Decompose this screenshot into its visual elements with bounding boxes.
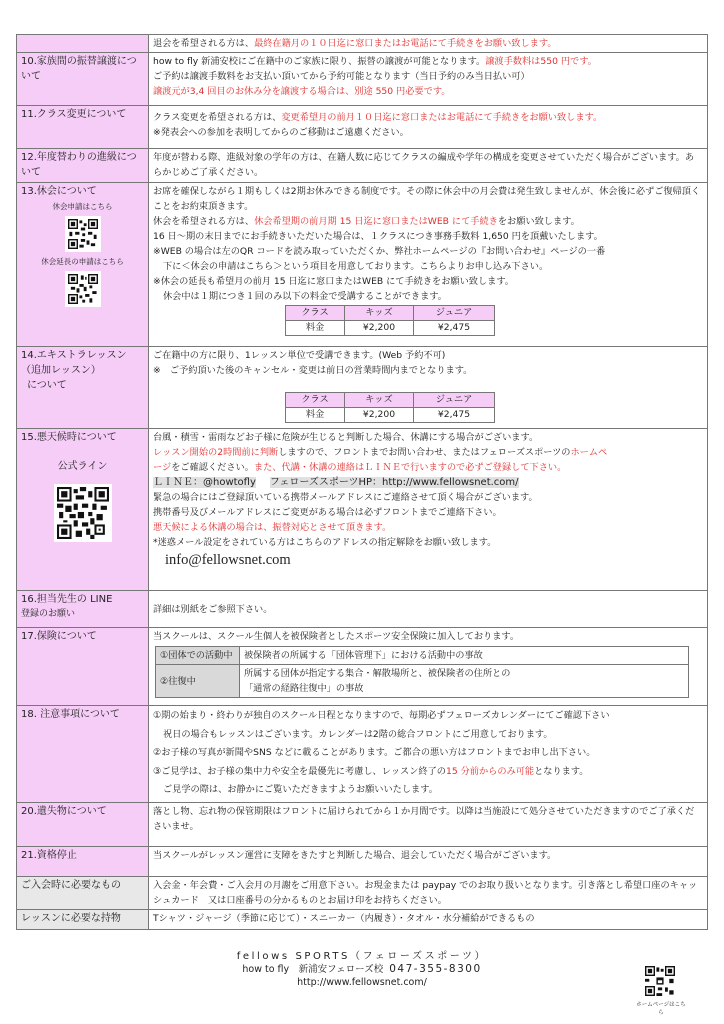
row-content: 当スクールがレッスン運営に支障をきたすと判断した場合、退会していただく場合がございます。 [149,847,708,877]
text: how to fly 新浦安校にご在籍中のご家族に限り、振替の譲渡が可能となります。 [153,56,486,67]
row-label [17,35,149,53]
label-text: 14.エキストラレッスン [21,350,127,361]
row-label: ご入会時に必要なもの [17,877,149,910]
row-content [149,53,708,106]
row-content: 入会金・年会費・ご入会月の月謝をご用意下さい。お現金または paypay でのお取り扱いとなります。引き落とし希望口座のキャッシュカード 又は口座番号の分かるものとお届け印をお持ちください。 [149,877,708,910]
row-suspension [17,847,708,877]
row-label: 17.保険について [17,628,149,706]
red-text: 悪天候による休講の場合は、振替対応とさせて頂きます。 [153,522,392,533]
text: 所属する団体が指定する集合・解散場所と、被保険者の住所との [244,668,511,679]
row-content [149,35,708,53]
text: しますので、フロントまでお問い合わせ、またはフェローズスポーツの [278,447,571,458]
label-text: について [27,380,67,391]
red-text: 最終在籍月の１０日迄に窓口またはお電話にて手続きをお願い致します。 [254,38,557,49]
line-id[interactable]: ＬＩＮＥ：@howtofly [153,477,256,488]
row-content [149,706,708,803]
row-label: 11.クラス変更について [17,106,149,149]
text: 緊急の場合にはご登録頂いている携帯メールアドレスにご連絡させて頂く場合がございます。 [153,492,538,503]
footer-brand: fellows SPORTS（フェローズスポーツ） [236,951,488,962]
row-lesson-items [17,910,708,930]
text: ご在籍中の方に限り、1レッスン単位で受講できます。(Web 予約不可) [153,350,446,361]
fee-header: キッズ [345,306,414,321]
row-entry-requirements [17,877,708,910]
text: ②お子様の写真が新聞やSNS などに載ることがあります。ご都合の悪い方はフロントまでお申し出下さい。 [153,747,596,758]
red-text: 譲渡手数料は550 円です。 [485,56,597,67]
qr-label: 休会申請はこちら [52,202,113,211]
footer [0,950,724,989]
row-content: Tシャツ・ジャージ（季節に応じて）・スニーカー（内履き）・タオル・水分補給ができるもの [149,910,708,930]
label-text: 登録のお願い [21,609,76,619]
red-text: 休会希望期の前月期 15 日迄に窓口またはWEB にて手続き [254,216,498,227]
fee-header: キッズ [345,393,414,408]
row-class-change [17,106,708,149]
homepage-link[interactable]: ホームペ [570,447,608,458]
homepage-url[interactable]: フェローズスポーツHP：http://www.fellowsnet.com/ [269,477,519,488]
text: ご見学の際は、お静かにご覧いただきますようお願いいたします。 [163,784,438,795]
text: となります。 [534,765,589,777]
fee-header: クラス [286,306,345,321]
text: ※休会の延長も希望月の前月 15 日迄に窓口またはWEB にて手続きをお願い致します。 [153,276,514,287]
footer-school: how to fly 新浦安フェローズ校 [242,964,384,975]
label-text: （追加レッスン） [21,365,101,376]
insurance-key: ②往復中 [156,665,240,698]
row-label: 20.遺失物について [17,803,149,847]
red-text: 15 分前からのみ可能 [445,765,535,777]
text: 祝日の場合もレッスンはございます。カレンダーは2階の総合フロントにご用意しております。 [163,728,553,740]
homepage-link[interactable]: ージ [153,462,172,473]
row-year-change [17,149,708,183]
red-text: また、代講・休講の連絡はＬＩＮＥで行いますので必ずご登録して下さい。 [253,462,567,473]
row-content: 落とし物、忘れ物の保管期限はフロントに届けられてから１か月間です。以降は当施設にて処分させていただきますのでご了承くださいませ。 [149,803,708,847]
red-text: レッスン開始の2時間前に判断 [153,447,279,458]
row-label: レッスンに必要な持物 [17,910,149,930]
row-label [17,429,149,591]
row-withdrawal [17,35,708,53]
insurance-key: ①団体での活動中 [156,647,240,665]
text: クラス変更を希望される方は、 [153,112,282,123]
text: 携帯番号及びメールアドレスにご変更がある場合は必ずフロントまでご連絡下さい。 [153,507,502,518]
fee-table [285,305,495,336]
row-content [149,106,708,149]
fee-cell: 料金 [286,408,345,423]
row-bad-weather [17,429,708,591]
homepage-qr-label: ホームページはこちら [636,1002,686,1016]
text: *迷惑メール設定をされている方はこちらのアドレスの指定解除をお願い致します。 [153,537,497,548]
label-text: 15.悪天候時について [21,432,117,443]
text: 退会を希望される方は、 [153,38,255,49]
row-label: 12.年度替わりの進級について [17,149,149,183]
text: 休会中は１期につき１回のみ以下の料金で受講することができます。 [163,291,447,302]
fee-header: ジュニア [414,306,495,321]
text: 台風・積雪・雷雨などお子様に危険が生じると判断した場合、休講にする場合がございます。 [153,432,539,443]
fee-cell: ¥2,200 [345,321,414,336]
row-content [149,347,708,429]
row-label: 18. 注意事項について [17,706,149,803]
fee-cell: 料金 [286,321,345,336]
text: 「通常の経路往復中」の事故 [244,683,364,694]
text: ※WEB の場合は左のQR コードを読み取っていただくか、弊社ホームページの『お問い合わせ』ページの一番 [153,246,606,257]
label-text: 16.担当先生の LINE [21,594,113,605]
email-link[interactable]: info@fellowsnet.com [165,552,291,568]
row-content [149,628,708,706]
fee-table [285,392,495,423]
fee-header: クラス [286,393,345,408]
red-text: 譲渡元が3,4 回目のお休み分を譲渡する場合は、別途 550 円必要です。 [153,86,451,97]
row-content: 詳細は別紙をご参照下さい。 [149,591,708,628]
row-label [17,591,149,628]
row-insurance [17,628,708,706]
line-label: 公式ライン [57,461,108,472]
row-content [149,183,708,347]
row-extra-lesson [17,347,708,429]
text: 16 日～期の末日までにお手続きいただいた場合は、１クラスにつき事務手数料 1,650 円を頂戴いたします。 [153,231,603,242]
qr-code-icon[interactable] [65,271,101,307]
fee-cell: ¥2,475 [414,408,495,423]
row-lost-items [17,803,708,847]
text: 休会を希望される方は、 [153,216,255,227]
fee-cell: ¥2,475 [414,321,495,336]
row-label [17,347,149,429]
text: ※発表会への参加を表明してからのご移動はご遠慮ください。 [153,127,409,138]
text: ご予約は譲渡手数料をお支払い頂いてから予約可能となります（当日予約のみ当日払い可） [153,71,530,82]
fee-header: ジュニア [414,393,495,408]
fee-cell: ¥2,200 [345,408,414,423]
insurance-value: 被保険者の所属する「団体管理下」における活動中の事故 [240,647,689,665]
row-label [17,183,149,347]
text: お席を確保しながら１期もしくは2期お休みできる制度です。その際に休会中の月会費は発生致しませんが、休会後に必ずご復帰頂くことをお約束頂きます。 [153,186,701,212]
insurance-value [240,665,689,698]
text: 下に＜休会の申請はこちら＞という項目を用意しております。こちらよりお申し込み下さい。 [163,261,549,272]
qr-label: 休会延長の申請はこちら [41,257,124,266]
red-text: 変更希望月の前月１０日迄に窓口またはお電話にて手続きをお願い致します。 [281,112,603,123]
text: ③ご見学は、お子様の集中力や安全を最優先に考慮し、レッスン終了の [153,765,446,777]
text: ①期の始まり・終わりが独自のスクール日程となりますので、毎期必ずフェローズカレンダーにてご確認下さい [153,710,610,721]
row-teacher-line [17,591,708,628]
insurance-table [155,646,689,698]
row-leave [17,183,708,347]
line-qr-code-icon[interactable] [54,484,112,542]
footer-phone[interactable]: 047-355-8300 [389,963,482,975]
row-notes [17,706,708,803]
row-content: 年度が替わる際、進級対象の学年の方は、在籍人数に応じてクラスの編成や学年の構成を変更させていただく場合がございます。あらかじめご了承ください。 [149,149,708,183]
row-label: 21.資格停止 [17,847,149,877]
row-family-transfer [17,53,708,106]
row-label: 10.家族間の振替譲渡について [17,53,149,106]
info-table [16,34,708,930]
label-text: 13.休会について [21,186,97,197]
footer-url[interactable]: http://www.fellowsnet.com/ [297,977,427,988]
text: 当スクールは、スクール生個人を被保険者としたスポーツ安全保険に加入しております。 [153,631,520,642]
homepage-qr-code-icon[interactable] [645,966,675,996]
row-content [149,429,708,591]
text: ※ ご予約頂いた後のキャンセル・変更は前日の営業時間内までとなります。 [153,365,473,376]
text: をお願い致します。 [497,216,580,227]
text: をご確認ください。 [171,462,254,473]
qr-code-icon[interactable] [65,216,101,252]
